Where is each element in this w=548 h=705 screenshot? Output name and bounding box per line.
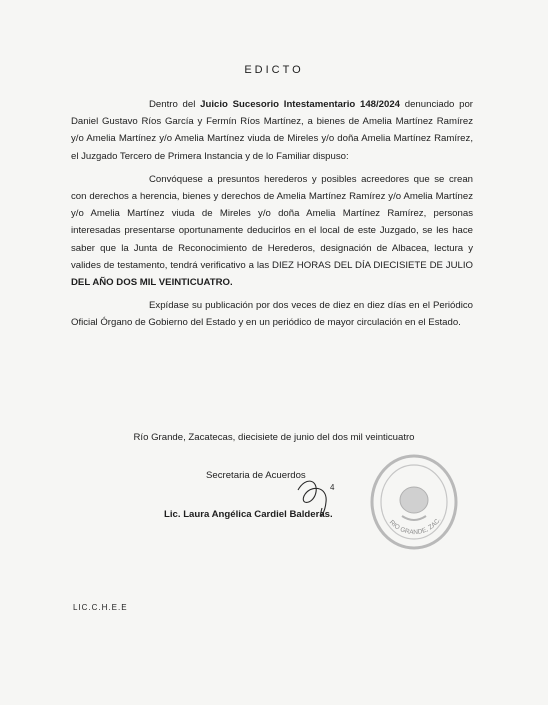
case-number: Juicio Sucesorio Intestamentario 148/2024 [200,99,400,110]
secretary-title: Secretaria de Acuerdos [206,470,306,481]
paragraph-convocation-year: DEL AÑO DOS MIL VEINTICUATRO. [71,277,233,289]
initials: LIC.C.H.E.E [73,603,128,612]
place-date: Río Grande, Zacatecas, diecisiete de junio del dos mil veinticuatro [133,432,415,443]
paragraph-case-lead: Dentro del [149,99,201,110]
document-title: EDICTO [244,64,304,76]
signer-name: Lic. Laura Angélica Cardiel Balderas. [164,509,333,520]
paragraph-case [71,96,473,165]
seal-text: RIO GRANDE, ZAC. [387,516,443,537]
document-body [71,96,473,338]
signature-mark: 4 [330,483,335,492]
paragraph-convocation-text: Convóquese a presuntos herederos y posibles acreedores que se crean con derechos a herencia, bienes y derechos de Amelia Martínez Ramírez y/o Amelia Martínez y/o Amelia Martínez viuda de Mireles y/o doña Amelia Martínez Ramírez, personas interesadas presentarse oportunamente deducirlos en el local de este Juzgado, se les hace saber que la Junta de Reconocimiento de Herederos, designación de Albacea, lectura y valides de testamento, tendrá verificativo a las DIEZ HORAS DEL DÍA DIECISIETE DE JULIO [71,173,473,271]
court-seal [368,452,460,552]
paragraph-convocation [71,171,473,291]
paragraph-publication: Expídase su publicación por dos veces de diez en diez días en el Periódico Oficial Órgano de Gobierno del Estado y en un periódico de mayor circulación en el Estado. [71,300,473,329]
paragraph-case-rest: denunciado por Daniel Gustavo Ríos García y Fermín Ríos Martínez, a bienes de Amelia Martínez Ramírez y/o Amelia Martínez y/o Amelia Martínez viuda de Mireles y/o doña Amelia Martínez Ramírez, el Juzgado Tercero de Primera Instancia y de lo Familiar dispuso: [71,99,474,162]
